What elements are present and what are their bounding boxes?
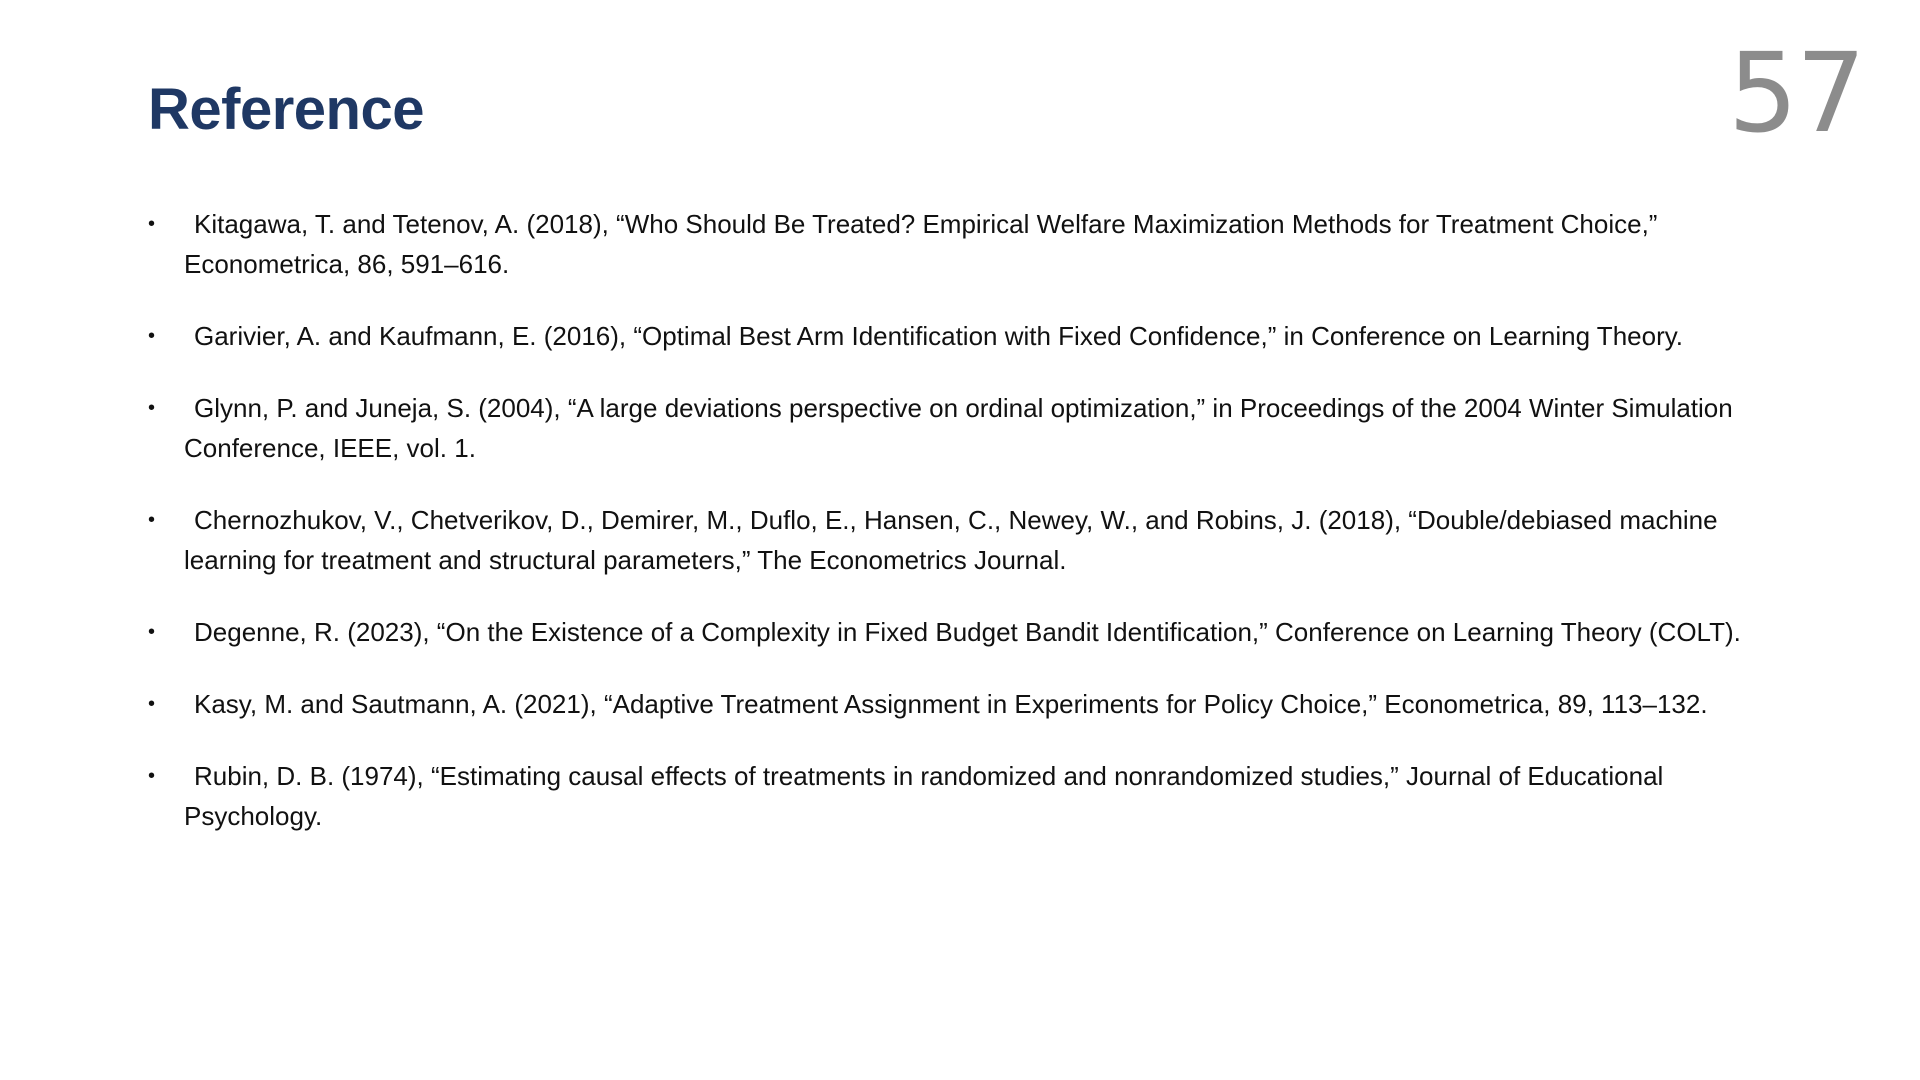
bullet-icon: •	[148, 621, 156, 643]
bullet-icon: •	[148, 765, 156, 787]
reference-item	[148, 316, 1788, 356]
bullet-icon: •	[148, 509, 156, 531]
reference-text: Chernozhukov, V., Chetverikov, D., Demirer, M., Duflo, E., Hansen, C., Newey, W., and Robins, J. (2018), “Double/debiased machine learning for treatment and structural parameters,” The Econometrics Journal.	[184, 505, 1718, 575]
bullet-icon: •	[148, 213, 156, 235]
reference-item	[148, 612, 1788, 652]
reference-text: Degenne, R. (2023), “On the Existence of a Complexity in Fixed Budget Bandit Identification,” Conference on Learning Theory (COLT).	[194, 617, 1741, 647]
reference-item	[148, 204, 1788, 284]
reference-text: Garivier, A. and Kaufmann, E. (2016), “Optimal Best Arm Identification with Fixed Confidence,” in Conference on Learning Theory.	[194, 321, 1684, 351]
bullet-icon: •	[148, 325, 156, 347]
slide-title: Reference	[148, 77, 424, 142]
reference-text: Rubin, D. B. (1974), “Estimating causal effects of treatments in randomized and nonrandomized studies,” Journal of Educational Psychology.	[184, 761, 1664, 831]
reference-text: Kitagawa, T. and Tetenov, A. (2018), “Who Should Be Treated? Empirical Welfare Maximization Methods for Treatment Choice,” Econometrica, 86, 591–616.	[184, 209, 1658, 279]
reference-item	[148, 684, 1788, 724]
reference-item	[148, 500, 1788, 580]
page-number: 57	[1728, 29, 1864, 157]
reference-list	[148, 204, 1788, 868]
bullet-icon: •	[148, 397, 156, 419]
bullet-icon: •	[148, 693, 156, 715]
reference-text: Glynn, P. and Juneja, S. (2004), “A large deviations perspective on ordinal optimization,” in Proceedings of the 2004 Winter Simulation Conference, IEEE, vol. 1.	[184, 393, 1733, 463]
reference-item	[148, 388, 1788, 468]
reference-text: Kasy, M. and Sautmann, A. (2021), “Adaptive Treatment Assignment in Experiments for Policy Choice,” Econometrica, 89, 113–132.	[194, 689, 1708, 719]
reference-item	[148, 756, 1788, 836]
